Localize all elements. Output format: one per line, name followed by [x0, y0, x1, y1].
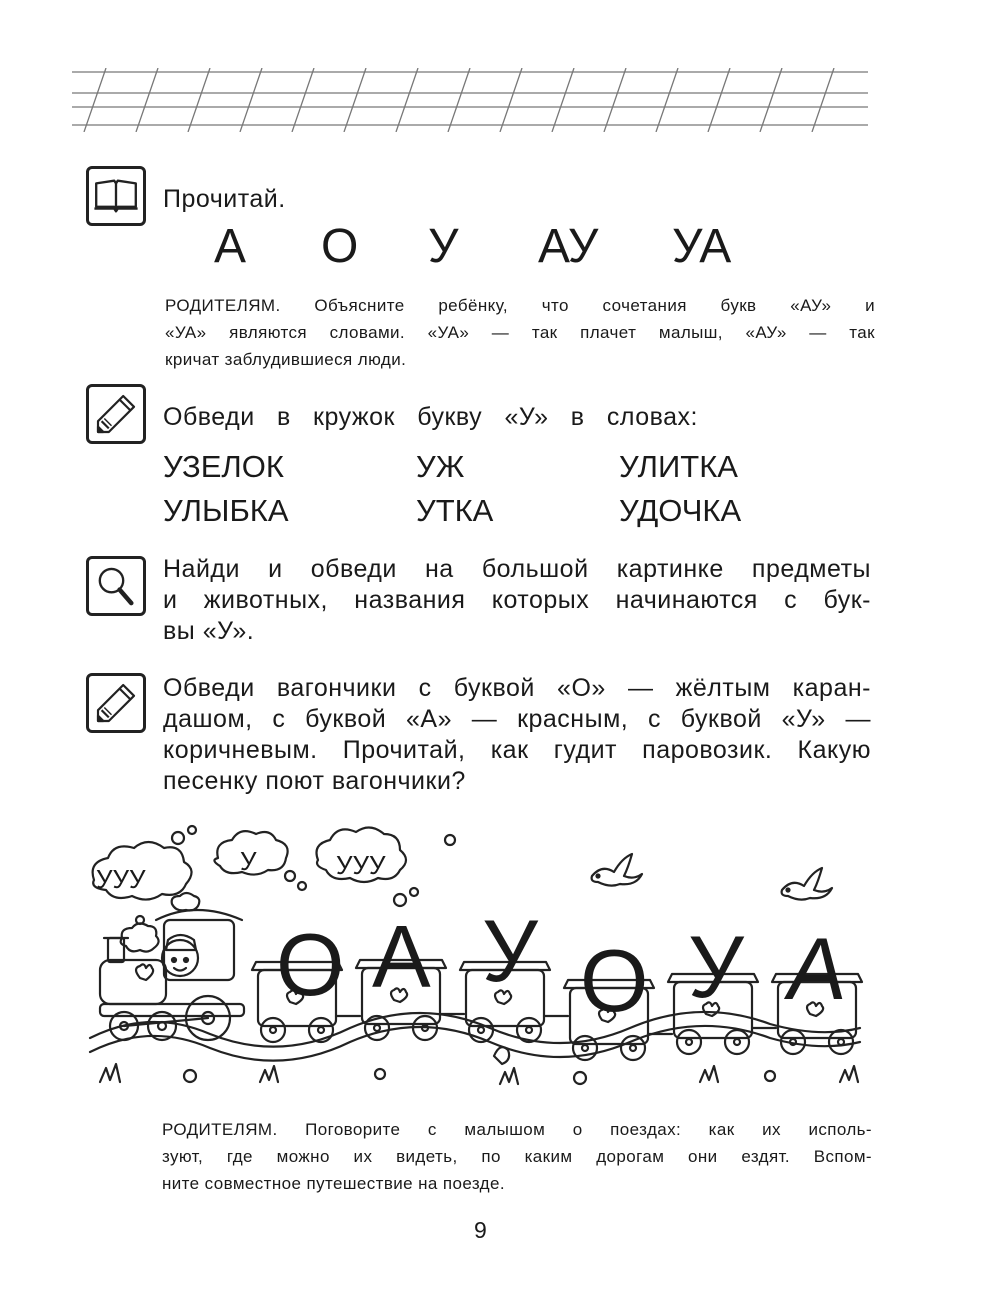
writing-lines [72, 68, 868, 132]
task3-line: Найди и обведи на большой картинке предметы [163, 555, 871, 583]
bubble-text: УУУ [336, 850, 386, 880]
word-utka: УТКА [416, 493, 494, 528]
word-uzelok: УЗЕЛОК [163, 449, 284, 484]
parents-note-2 [162, 1116, 872, 1197]
parents-note-line: кричат заблудившиеся люди. [165, 350, 407, 369]
wagon-letter: А [372, 907, 431, 1006]
task4-line: Обведи вагончики с буквой «О» — жёлтым каран- [163, 674, 871, 702]
task3-line: и животных, названия которых начинаются с бук- [163, 586, 871, 614]
bubble-text: УУУ [96, 864, 146, 894]
word-ulybka: УЛЫБКА [163, 493, 289, 528]
task4-text [163, 673, 871, 797]
syllable-au: АУ [538, 220, 599, 273]
parents-note-line: «УА» являются словами. «УА» — так плачет малыш, «АУ» — так [165, 323, 875, 342]
word-ulitka: УЛИТКА [619, 449, 738, 484]
task3-text [163, 554, 871, 647]
parents-note-line: РОДИТЕЛЯМ. Поговорите с малышом о поездах: как их исполь- [162, 1120, 872, 1139]
wagon-letter: О [580, 931, 649, 1030]
parents-note-line: ните совместное путешествие на поезде. [162, 1174, 505, 1193]
letter-a: А [214, 220, 247, 273]
train-illustration [80, 820, 880, 1095]
wagon-letter: А [781, 919, 854, 1018]
page-number: 9 [474, 1217, 487, 1243]
task1-instruction: Прочитай. [163, 185, 286, 213]
task4-line: дашом, с буквой «А» — красным, с буквой «У» — [163, 705, 871, 733]
word-udochka: УДОЧКА [619, 493, 742, 528]
syllable-ua: УА [672, 220, 732, 273]
wagon-letter: О [276, 915, 345, 1014]
magnifier-icon [86, 556, 146, 616]
book-icon [86, 166, 146, 226]
parents-note-1 [165, 292, 875, 373]
letter-u: У [428, 220, 459, 273]
parents-note-line: зуют, где можно их видеть, по каким дорогам они ездят. Вспом- [162, 1147, 872, 1166]
wagon-letter: У [482, 901, 538, 1000]
wagon-letter: У [688, 917, 744, 1016]
letter-o: О [321, 220, 359, 273]
word-uzh: УЖ [416, 449, 465, 484]
task4-line: коричневым. Прочитай, как гудит паровозик. Какую [163, 736, 871, 764]
task2-instruction: Обведи в кружок букву «У» в словах: [163, 403, 698, 431]
pencil-icon [86, 673, 146, 733]
pencil-icon [86, 384, 146, 444]
task4-line: песенку поют вагончики? [163, 767, 466, 795]
parents-note-line: РОДИТЕЛЯМ. Объясните ребёнку, что сочетания букв «АУ» и [165, 296, 875, 315]
task3-line: вы «У». [163, 617, 255, 645]
bubble-text: У [240, 846, 257, 876]
